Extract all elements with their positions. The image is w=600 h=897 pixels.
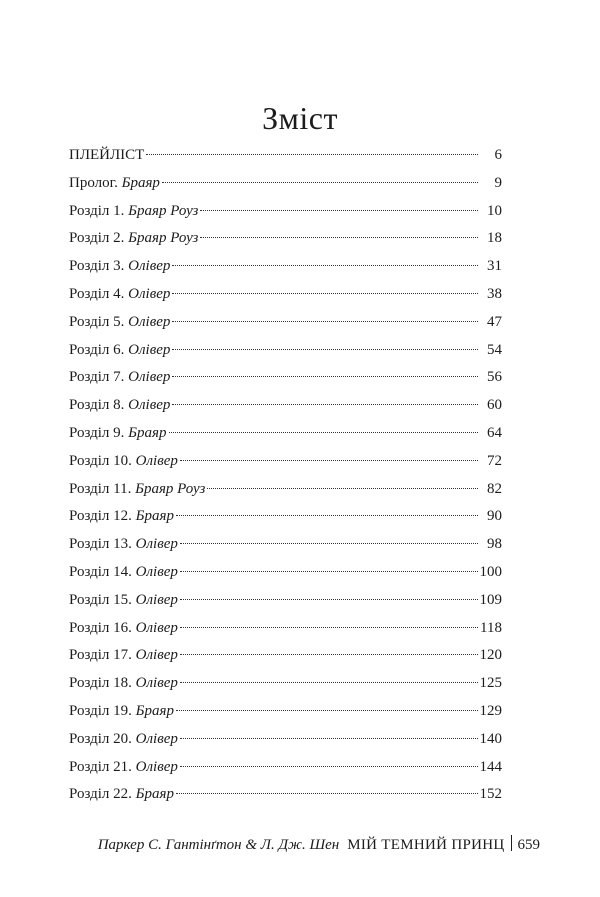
toc-entry-label [69,559,178,587]
toc-entry-page-number: 152 [479,786,502,803]
toc-entry-name: Олівер [135,563,178,580]
toc-entry-prefix: Розділ 15. [69,591,136,608]
dot-leader [180,764,478,767]
toc-entry-label [69,142,144,170]
toc-entry-prefix: Розділ 2. [69,230,129,247]
toc-entry-page-number: 118 [480,619,502,636]
toc-entry-page-number: 90 [487,508,502,525]
toc-entry-prefix: Розділ 9. [69,424,129,441]
dot-leader [172,263,478,266]
footer-authors: Паркер С. Гантінґтон & Л. Дж. Шен [97,837,340,853]
toc-entry-prefix: Розділ 19. [69,702,136,719]
dot-leader [176,513,478,516]
toc-entry [69,754,502,782]
toc-entry-page-number: 31 [487,258,502,275]
toc-entry-prefix: Розділ 11. [69,480,136,497]
toc-entry [69,309,502,337]
dot-leader [162,180,478,183]
toc-entry-label [69,531,178,559]
dot-leader [176,791,478,794]
toc-entry-page-number: 6 [494,147,502,163]
toc-entry-name: Олівер [128,258,171,275]
toc-entry-page-number: 140 [479,730,502,747]
toc-entry [69,392,502,420]
toc-entry-label [69,781,174,809]
toc-entry-prefix: Розділ 16. [69,619,136,636]
dot-leader [172,319,478,322]
toc-entry [69,781,502,809]
toc-entry-prefix: Розділ 3. [69,258,129,275]
dot-leader [180,680,478,683]
dot-leader [200,208,478,211]
dot-leader [180,541,478,544]
toc-entry-name: Олівер [135,675,178,692]
toc-entry-page-number: 64 [487,424,502,441]
toc-entry-page-number: 47 [487,313,502,330]
dot-leader [172,291,478,294]
toc-entry [69,253,502,281]
toc-entry-label [69,281,170,309]
running-footer [98,833,540,855]
toc-entry-prefix: Розділ 10. [69,452,136,469]
toc-entry-page-number: 109 [479,591,502,608]
toc-entry [69,726,502,754]
toc-entry-page-number: 54 [487,341,502,358]
dot-leader [172,347,478,350]
toc-entry-name: Браяр [135,702,174,719]
toc-entry-prefix: Розділ 4. [69,285,129,302]
toc-entry-label [69,420,167,448]
toc-entry-label [69,253,170,281]
toc-entry-name: Олівер [135,758,178,775]
toc-entry-prefix: Розділ 6. [69,341,129,358]
toc-entry-name: Браяр Роуз [128,230,199,247]
toc-entry-prefix: Розділ 17. [69,647,136,664]
toc-entry-name: Браяр Роуз [135,480,206,497]
toc-entry-page-number: 129 [479,702,502,719]
toc-entry-page-number: 72 [487,452,502,469]
dot-leader [180,625,478,628]
toc-entry-page-number: 56 [487,369,502,386]
toc-entry-label [69,615,178,643]
toc-entry-prefix: Розділ 12. [69,508,136,525]
toc-entry-page-number: 120 [479,647,502,664]
toc-entry [69,337,502,365]
toc-entry-prefix: Розділ 13. [69,536,136,553]
toc-entry-name: Браяр [128,424,167,441]
toc-entry-page-number: 82 [487,480,502,497]
toc-entry [69,670,502,698]
toc-entry-name: Олівер [135,647,178,664]
footer-page-number: 659 [517,837,540,853]
toc-entry [69,142,502,170]
toc-entry-prefix: Розділ 7. [69,369,129,386]
toc-entry-label [69,670,178,698]
toc-entry-page-number: 38 [487,285,502,302]
toc-entry-label [69,642,178,670]
toc-entry-name: Олівер [128,285,171,302]
dot-leader [180,652,478,655]
dot-leader [180,569,478,572]
dot-leader [169,430,479,433]
toc-entry-label [69,476,205,504]
toc-entry-label [69,698,174,726]
footer-book-title: МІЙ ТЕМНИЙ ПРИНЦ [347,837,505,853]
page-title: Зміст [262,100,338,136]
toc-entry-name: Браяр [135,786,174,803]
dot-leader [180,736,478,739]
toc-entry [69,364,502,392]
toc-entry-page-number: 100 [479,563,502,580]
footer-divider [511,835,512,851]
toc-entry-label [69,364,170,392]
dot-leader [172,402,478,405]
toc-entry-prefix: ПЛЕЙЛІСТ [69,147,145,163]
toc-entry-label [69,198,198,226]
toc-entry-page-number: 144 [479,758,502,775]
dot-leader [207,486,478,489]
toc-entry-prefix: Розділ 5. [69,313,129,330]
toc-entry-label [69,448,178,476]
toc-entry-name: Олівер [128,313,171,330]
dot-leader [200,235,478,238]
toc-entry-label [69,587,178,615]
dot-leader [172,374,478,377]
toc-entry-prefix: Розділ 20. [69,730,136,747]
toc-entry [69,198,502,226]
toc-entry-page-number: 98 [487,536,502,553]
toc-entry [69,503,502,531]
dot-leader [180,458,478,461]
toc-entry-label [69,170,160,198]
toc-entry-page-number: 10 [487,202,502,219]
toc-entry [69,170,502,198]
toc-entry-label [69,392,170,420]
toc-entry [69,587,502,615]
table-of-contents [69,142,502,809]
toc-entry-prefix: Розділ 8. [69,397,129,414]
toc-entry [69,642,502,670]
toc-entry [69,281,502,309]
toc-entry-label [69,754,178,782]
toc-entry-label [69,337,170,365]
dot-leader [176,708,478,711]
toc-entry-label [69,225,198,253]
toc-entry-name: Олівер [135,730,178,747]
toc-entry-name: Олівер [128,341,171,358]
toc-entry-page-number: 18 [487,230,502,247]
toc-entry [69,420,502,448]
toc-entry-prefix: Пролог. [69,174,122,191]
toc-entry-page-number: 125 [479,675,502,692]
toc-entry [69,615,502,643]
toc-entry-name: Браяр [121,174,160,191]
toc-entry-prefix: Розділ 1. [69,202,129,219]
toc-entry-prefix: Розділ 14. [69,563,136,580]
toc-entry-name: Олівер [135,619,178,636]
toc-entry-page-number: 60 [487,397,502,414]
toc-entry-name: Олівер [128,369,171,386]
toc-entry-name: Олівер [135,452,178,469]
toc-entry-name: Браяр [135,508,174,525]
toc-entry-name: Олівер [128,397,171,414]
toc-entry [69,531,502,559]
toc-entry-prefix: Розділ 18. [69,675,136,692]
toc-entry-label [69,726,178,754]
toc-entry-label [69,503,174,531]
dot-leader [180,597,478,600]
dot-leader [146,152,478,155]
toc-entry-name: Браяр Роуз [128,202,199,219]
toc-entry [69,476,502,504]
toc-entry-prefix: Розділ 22. [69,786,136,803]
toc-entry [69,225,502,253]
toc-entry [69,559,502,587]
toc-entry [69,448,502,476]
toc-entry-label [69,309,170,337]
toc-entry [69,698,502,726]
toc-entry-name: Олівер [135,536,178,553]
toc-entry-page-number: 9 [494,174,502,191]
toc-entry-prefix: Розділ 21. [69,758,136,775]
toc-entry-name: Олівер [135,591,178,608]
